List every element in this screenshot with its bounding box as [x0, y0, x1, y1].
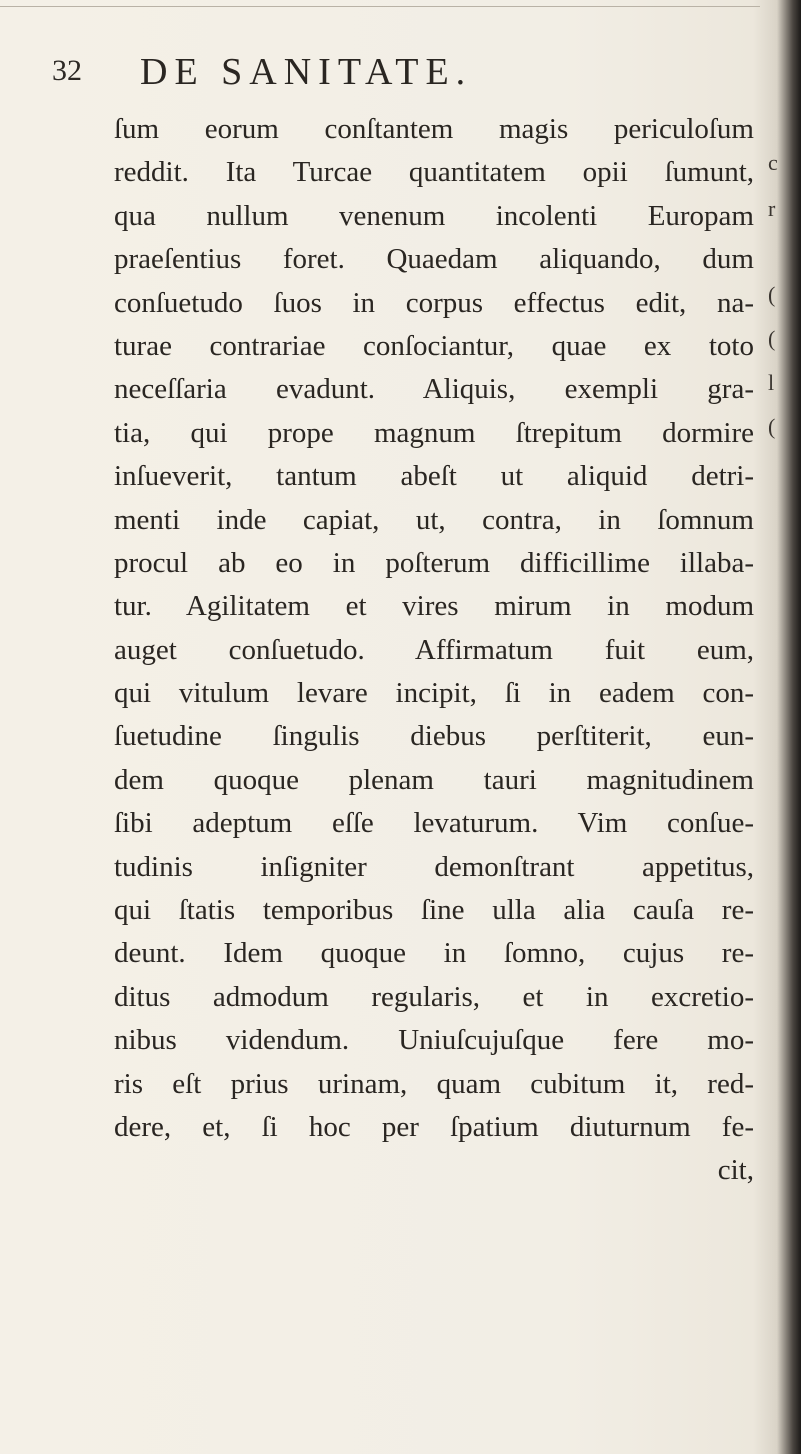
edge-letter: ( [768, 326, 776, 351]
facing-page-edge [762, 0, 801, 1454]
page-header [52, 50, 672, 100]
text-line: turae contrariae conſociantur, quae ex toto [114, 329, 754, 362]
body-text [114, 108, 754, 1193]
text-line: menti inde capiat, ut, contra, in ſomnum [114, 503, 754, 536]
text-line: qui ſtatis temporibus ſine ulla alia cauſa re- [114, 894, 754, 927]
text-line: tur. Agilitatem et vires mirum in modum [114, 590, 754, 623]
text-line: conſuetudo ſuos in corpus effectus edit, na- [114, 286, 754, 319]
text-line: nibus videndum. Uniuſcujuſque fere mo- [114, 1024, 754, 1057]
text-line: tudinis inſigniter demonſtrant appetitus, [114, 850, 754, 883]
text-line: ſibi adeptum eſſe levaturum. Vim conſue- [114, 807, 754, 840]
running-head: DE SANITATE. [140, 51, 473, 93]
text-line: tia, qui prope magnum ſtrepitum dormire [114, 416, 754, 449]
page-number: 32 [52, 54, 82, 87]
catchword: cit, [717, 1154, 754, 1187]
text-line: ſuetudine ſingulis diebus perſtiterit, eun- [114, 720, 754, 753]
edge-letter: ( [768, 414, 776, 439]
text-line: dere, et, ſi hoc per ſpatium diuturnum fe- [114, 1110, 754, 1143]
text-line: auget conſuetudo. Affirmatum fuit eum, [114, 633, 754, 666]
text-line: neceſſaria evadunt. Aliquis, exempli gra- [114, 373, 754, 406]
text-line: ditus admodum regularis, et in excretio- [114, 980, 754, 1013]
text-line: deunt. Idem quoque in ſomno, cujus re- [114, 937, 754, 970]
edge-letter: r [768, 196, 776, 221]
text-line: reddit. Ita Turcae quantitatem opii ſumunt, [114, 156, 754, 189]
text-line: ris eſt prius urinam, quam cubitum it, red- [114, 1067, 754, 1100]
text-line: qui vitulum levare incipit, ſi in eadem con- [114, 677, 754, 710]
edge-letter: ( [768, 282, 776, 307]
text-line: ſum eorum conſtantem magis periculoſum [114, 113, 754, 145]
text-line: praeſentius foret. Quaedam aliquando, dum [114, 243, 754, 276]
top-rule [0, 6, 760, 7]
text-line: qua nullum venenum incolenti Europam [114, 199, 754, 232]
text-line: dem quoque plenam tauri magnitudinem [114, 763, 754, 796]
text-line: procul ab eo in poſterum difficillime illaba- [114, 546, 754, 579]
edge-letter: l [768, 370, 775, 395]
edge-letter: c [768, 150, 778, 175]
text-line: inſueverit, tantum abeſt ut aliquid detri- [114, 460, 754, 493]
